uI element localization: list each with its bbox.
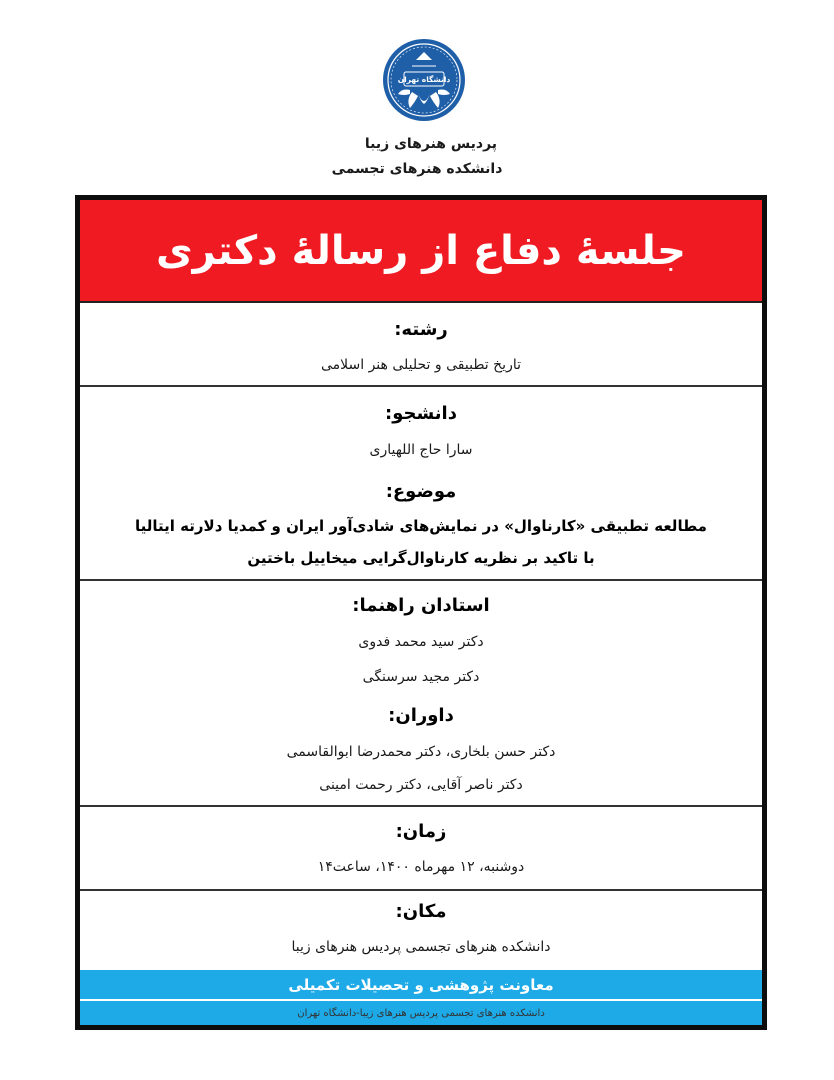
research-office-banner: معاونت پژوهشی و تحصیلات تکمیلی: [80, 970, 762, 1001]
referees-line-2: دکتر ناصر آقایی، دکتر رحمت امینی: [319, 777, 523, 793]
supervisor-2: دکتر مجید سرسنگی: [362, 669, 480, 685]
field-value: تاریخ تطبیقی و تحلیلی هنر اسلامی: [320, 357, 522, 373]
title-banner: [80, 200, 762, 303]
page-title: جلسهٔ دفاع از رسالهٔ دکتری: [156, 227, 686, 274]
topic-line-2: با تاکید بر نظریه کارناوال‌گرایی میخاییل باختین: [247, 549, 595, 567]
announcement-card: [75, 195, 767, 1030]
topic-line-1: مطالعه تطبیقی «کارناوال» در نمایش‌های شادی‌آور ایران و کمدیا دلارته ایتالیا: [135, 517, 707, 535]
campus-name: پردیس هنرهای زیبا: [364, 136, 498, 152]
time-value: دوشنبه، ۱۲ مهرماه ۱۴۰۰، ساعت۱۴: [317, 859, 525, 875]
referees-line-1: دکتر حسن بلخاری، دکتر محمدرضا ابوالقاسمی: [286, 744, 556, 760]
referees-label: داوران:: [388, 705, 454, 726]
section-student-topic: [80, 387, 762, 581]
supervisor-1: دکتر سید محمد فدوی: [358, 634, 484, 650]
place-label: مکان:: [395, 901, 447, 922]
section-committee: [80, 581, 762, 807]
field-label: رشته:: [394, 319, 448, 340]
time-label: زمان:: [395, 821, 447, 842]
section-time: [80, 807, 762, 891]
page-header: [0, 0, 834, 195]
section-field: [80, 303, 762, 387]
student-label: دانشجو:: [385, 403, 457, 424]
student-value: سارا حاج اللهیاری: [369, 442, 473, 458]
place-value: دانشکده هنرهای تجسمی پردیس هنرهای زیبا: [291, 939, 551, 955]
footer-subtitle: دانشکده هنرهای تجسمی پردیس هنرهای زیبا-دانشگاه تهران: [80, 1001, 762, 1025]
seal-text: دانشگاه تهران: [397, 75, 451, 84]
supervisors-label: استادان راهنما:: [352, 595, 490, 616]
topic-label: موضوع:: [385, 481, 457, 502]
section-place: [80, 891, 762, 970]
university-seal-logo: [382, 38, 466, 122]
faculty-name: دانشکده هنرهای تجسمی: [331, 161, 503, 177]
